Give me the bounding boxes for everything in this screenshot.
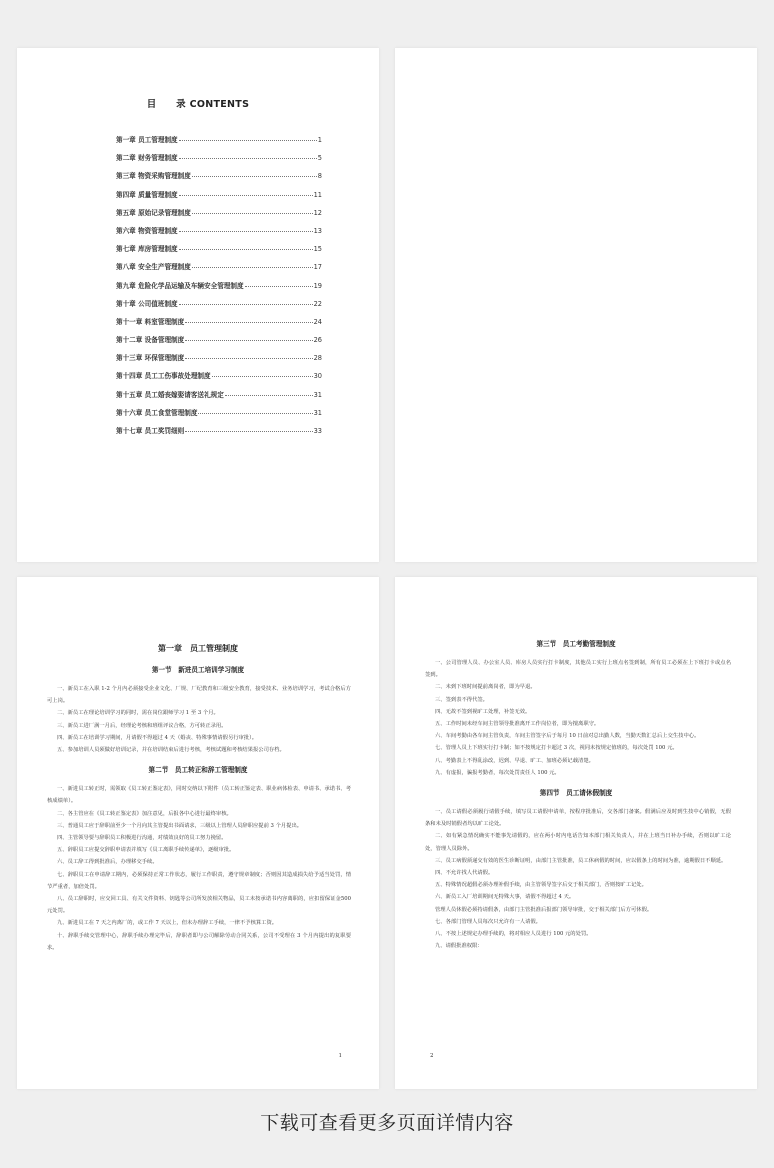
toc-item xyxy=(116,280,322,298)
toc-item-label: 第二章 财务管理制度 xyxy=(116,154,178,163)
toc-item-label: 第十四章 员工工伤事故处理制度 xyxy=(116,372,211,381)
blank-page xyxy=(395,48,757,562)
page-number: 1 xyxy=(338,1053,342,1059)
toc-item-page: 17 xyxy=(313,263,322,272)
toc-item-page: 31 xyxy=(313,408,322,417)
toc-dot-leader xyxy=(185,431,312,432)
download-caption: 下载可查看更多页面详情内容 xyxy=(260,1112,514,1134)
toc-item-page: 15 xyxy=(313,245,322,254)
toc-dot-leader xyxy=(179,231,313,232)
toc-dot-leader xyxy=(198,413,312,414)
toc-dot-leader xyxy=(179,158,317,159)
toc-dot-leader xyxy=(192,176,317,177)
section-title: 第一节 新进员工培训学习制度 xyxy=(151,666,245,674)
toc-item xyxy=(116,189,322,207)
paragraph: 一、员工请假必须履行请假手续，填写员工请假申请单，按程序批准后，交各部门备案。假满后应及时到生技中心销假，无假条和未及时销假者均以旷工论处。 xyxy=(425,809,731,828)
paragraph: 五、工作时间未经车间主管领导批准离开工作岗位者，即为擅离职守。 xyxy=(435,721,600,728)
toc-item-label: 第十章 公司值班制度 xyxy=(116,299,178,308)
paragraph: 二、新员工在理论培训学习的同时，需在岗位跟师学习 1 至 3 个月。 xyxy=(57,710,219,717)
toc-item-page: 8 xyxy=(317,172,322,181)
paragraph: 一、公司管理人员、办公室人员、库房人员实行打卡制度，其他员工实行上班点名签到制，所有员工必须在上下班打卡或点名签到。 xyxy=(425,660,731,679)
paragraph: 二、如有紧急情况确实不能事先请假的，应在两小时内电话告知本部门相关负责人，并在上班当日补办手续，否则以旷工论处，管理人员除外。 xyxy=(425,833,731,852)
toc-dot-leader xyxy=(185,340,312,341)
toc-item-page: 28 xyxy=(313,354,322,363)
paragraph: 六、车间考勤由各车间主管负责，车间主管签字后于每月 10 日前对总出勤人数，当勤天数汇总后上交生技中心。 xyxy=(435,733,700,740)
toc-item xyxy=(116,243,322,261)
toc-list xyxy=(116,134,322,443)
paragraph: 七、辞职员工在申请辞工期内，必须保持正常工作状态，履行工作职责，遵守规章制度；否则因其造成损失给予适当处罚，情节严重者，加倍处罚。 xyxy=(47,871,351,890)
section-body xyxy=(17,783,379,954)
toc-title: 目 录 CONTENTS xyxy=(146,99,250,110)
paragraph: 六、新员工入厂培训期间无特殊大事，请假不得超过 4 天。 xyxy=(435,894,575,901)
toc-dot-leader xyxy=(225,395,313,396)
toc-item-page: 11 xyxy=(313,190,322,199)
toc-item-label: 第三章 物资采购管理制度 xyxy=(116,172,191,181)
paragraph: 八、不按上述规定办理手续的，将对相应人员进行 100 元的处罚。 xyxy=(435,931,592,938)
document-page-1 xyxy=(17,577,379,1089)
paragraph: 三、新员工进厂满一月后，经理论考核和班组评议合格，方可转正录用。 xyxy=(57,722,227,729)
toc-item-label: 第九章 危险化学品运输及车辆安全管理制度 xyxy=(116,281,244,290)
toc-item-page: 1 xyxy=(317,136,322,144)
toc-item-page: 30 xyxy=(313,372,322,381)
toc-item xyxy=(116,316,322,334)
toc-item xyxy=(116,298,322,316)
toc-item-page: 22 xyxy=(313,299,322,308)
toc-item xyxy=(116,370,322,388)
toc-item-label: 第四章 质量管理制度 xyxy=(116,190,178,199)
toc-dot-leader xyxy=(179,304,313,305)
toc-item xyxy=(116,407,322,425)
toc-dot-leader xyxy=(185,322,312,323)
toc-item xyxy=(116,352,322,370)
paragraph: 九、新进员工在 7 天之内离厂的，或工作 7 天以上，但未办理辞工手续，一律不予核算工资。 xyxy=(57,920,278,927)
paragraph: 五、参加培训人员须做好培训记录，并在培训结束后进行考核，考核试题和考核结果报公司存档。 xyxy=(57,747,285,754)
toc-item-page: 13 xyxy=(313,226,322,235)
toc-dot-leader xyxy=(185,358,312,359)
toc-dot-leader xyxy=(245,286,313,287)
section-body xyxy=(17,683,379,756)
paragraph: 九、有虚报，骗报考勤者，每次处罚责任人 100 元。 xyxy=(435,769,560,776)
section-title: 第四节 员工请休假制度 xyxy=(539,789,613,798)
paragraph: 五、特殊情况超假必须办理补假手续，由主管领导签字后交于相关部门，否则按旷工记处。 xyxy=(435,882,647,889)
toc-item-page: 31 xyxy=(313,390,322,399)
toc-page xyxy=(17,48,379,562)
toc-item-label: 第十三章 环保管理制度 xyxy=(116,354,185,363)
toc-dot-leader xyxy=(212,376,313,377)
paragraph: 四、主管领导要与辞职员工积极进行沟通，对绩效良好的员工努力挽留。 xyxy=(57,835,227,842)
toc-item-page: 24 xyxy=(313,317,322,326)
paragraph: 七、管理人员上下班实行打卡制；如不按规定打卡超过 3 次，视同未按规定值班的，每次处罚 100 元。 xyxy=(435,745,678,752)
toc-item-label: 第五章 原始记录管理制度 xyxy=(116,208,191,217)
paragraph: 二、各主管应在《员工转正鉴定表》加注意见，后报各中心进行最终审核。 xyxy=(57,810,232,817)
toc-item-label: 第十二章 设备管理制度 xyxy=(116,336,185,345)
toc-item-label: 第十一章 料室管理制度 xyxy=(116,317,185,326)
paragraph: 九、请假批准权限： xyxy=(435,943,483,950)
paragraph: 八、员工辞职时，应交回工具、有关文件资料、钥匙等公司所发放相关物品，员工未按承诺书内容离职的，应扣留保证金500 元处罚。 xyxy=(47,896,351,915)
document-page-2 xyxy=(395,577,757,1089)
toc-item xyxy=(116,225,322,243)
toc-item-label: 第十五章 员工婚丧嫁娶请客送礼规定 xyxy=(116,390,224,399)
paragraph: 三、员工病假须递交有效的医生诊断证明，由部门主管批准，员工休病假的时间，应以假条上的时间为准，逾期假日不顺延。 xyxy=(435,857,727,864)
section-title: 第二节 员工转正和辞工管理制度 xyxy=(148,766,248,775)
toc-item-page: 26 xyxy=(313,336,322,345)
toc-item-label: 第八章 安全生产管理制度 xyxy=(116,263,191,272)
toc-item xyxy=(116,207,322,225)
page-number: 2 xyxy=(430,1053,434,1059)
paragraph: 三、普通员工应于辞职前至少一个月向其主管提出书面请求，三级以上管理人员辞职应提前 3 个月提出。 xyxy=(57,822,303,829)
toc-item-page: 19 xyxy=(313,281,322,290)
toc-item-label: 第六章 物资管理制度 xyxy=(116,226,178,235)
toc-item xyxy=(116,152,322,170)
paragraph: 四、不允许找人代请假。 xyxy=(435,870,494,877)
paragraph: 七、各部门管理人员每次只允许有一人请假。 xyxy=(435,918,541,925)
toc-dot-leader xyxy=(179,195,313,196)
toc-item xyxy=(116,170,322,188)
paragraph: 四、无故不签到视旷工处理，补签无效。 xyxy=(435,708,531,715)
toc-item-page: 5 xyxy=(317,154,322,163)
toc-dot-leader xyxy=(192,213,313,214)
toc-item-label: 第十七章 员工奖罚细则 xyxy=(116,427,185,435)
paragraph: 五、辞职员工应提交辞职申请表并填写《员工离职手续传递单》，逐级审批。 xyxy=(57,847,235,854)
toc-item-label: 第十六章 员工食堂管理制度 xyxy=(116,408,198,417)
paragraph: 一、新进员工转正时，需领取《员工转正鉴定表》，同时交纳以下附件（员工转正鉴定表、职业病体检表、申请书、承诺书、考核成绩单）。 xyxy=(47,786,351,805)
paragraph: 四、新员工在培训学习期间，月请假不得超过 4 天（婚丧、特殊事情请假另行审批）。 xyxy=(57,734,258,741)
chapter-title: 第一章 员工管理制度 xyxy=(158,643,238,653)
section-body xyxy=(395,657,757,779)
toc-item xyxy=(116,389,322,407)
section-title: 第三节 员工考勤管理制度 xyxy=(536,640,616,648)
paragraph: 六、员工辞工得到批准后，办理移交手续。 xyxy=(57,859,158,866)
paragraph: 三、签到表不得代签。 xyxy=(435,696,488,703)
toc-item xyxy=(116,334,322,352)
paragraph: 八、考勤表上不得乱涂改，迟到、早退、旷工、加班必须记载清楚。 xyxy=(435,757,594,764)
paragraph: 十、辞职手续交管理中心，辞职手续办理完毕后，辞职者即与公司解除劳动合同关系，公司不受理在 3 个月内提出的复职要求。 xyxy=(47,932,351,951)
toc-item-label: 第一章 员工管理制度 xyxy=(116,136,178,144)
toc-item-label: 第七章 库房管理制度 xyxy=(116,245,178,254)
toc-item-page: 33 xyxy=(313,427,322,435)
toc-item xyxy=(116,134,322,152)
paragraph: 管理人员休假必须持请假条，由部门主管批准后报部门领导审批，交于相关部门后方可休假。 xyxy=(435,906,653,913)
paragraph: 一、新员工在入职 1-2 个月内必须接受企业文化、厂规、厂纪教育和三级安全教育，接受技术、业务培训学习，考试合格后方可上岗。 xyxy=(47,686,351,705)
toc-item-page: 12 xyxy=(313,208,322,217)
toc-dot-leader xyxy=(179,249,313,250)
paragraph: 二、未到下班时间提前离岗者，即为早退。 xyxy=(435,684,536,691)
toc-dot-leader xyxy=(192,267,313,268)
toc-dot-leader xyxy=(179,140,317,141)
section-body xyxy=(395,806,757,952)
toc-item xyxy=(116,425,322,443)
toc-item xyxy=(116,261,322,279)
